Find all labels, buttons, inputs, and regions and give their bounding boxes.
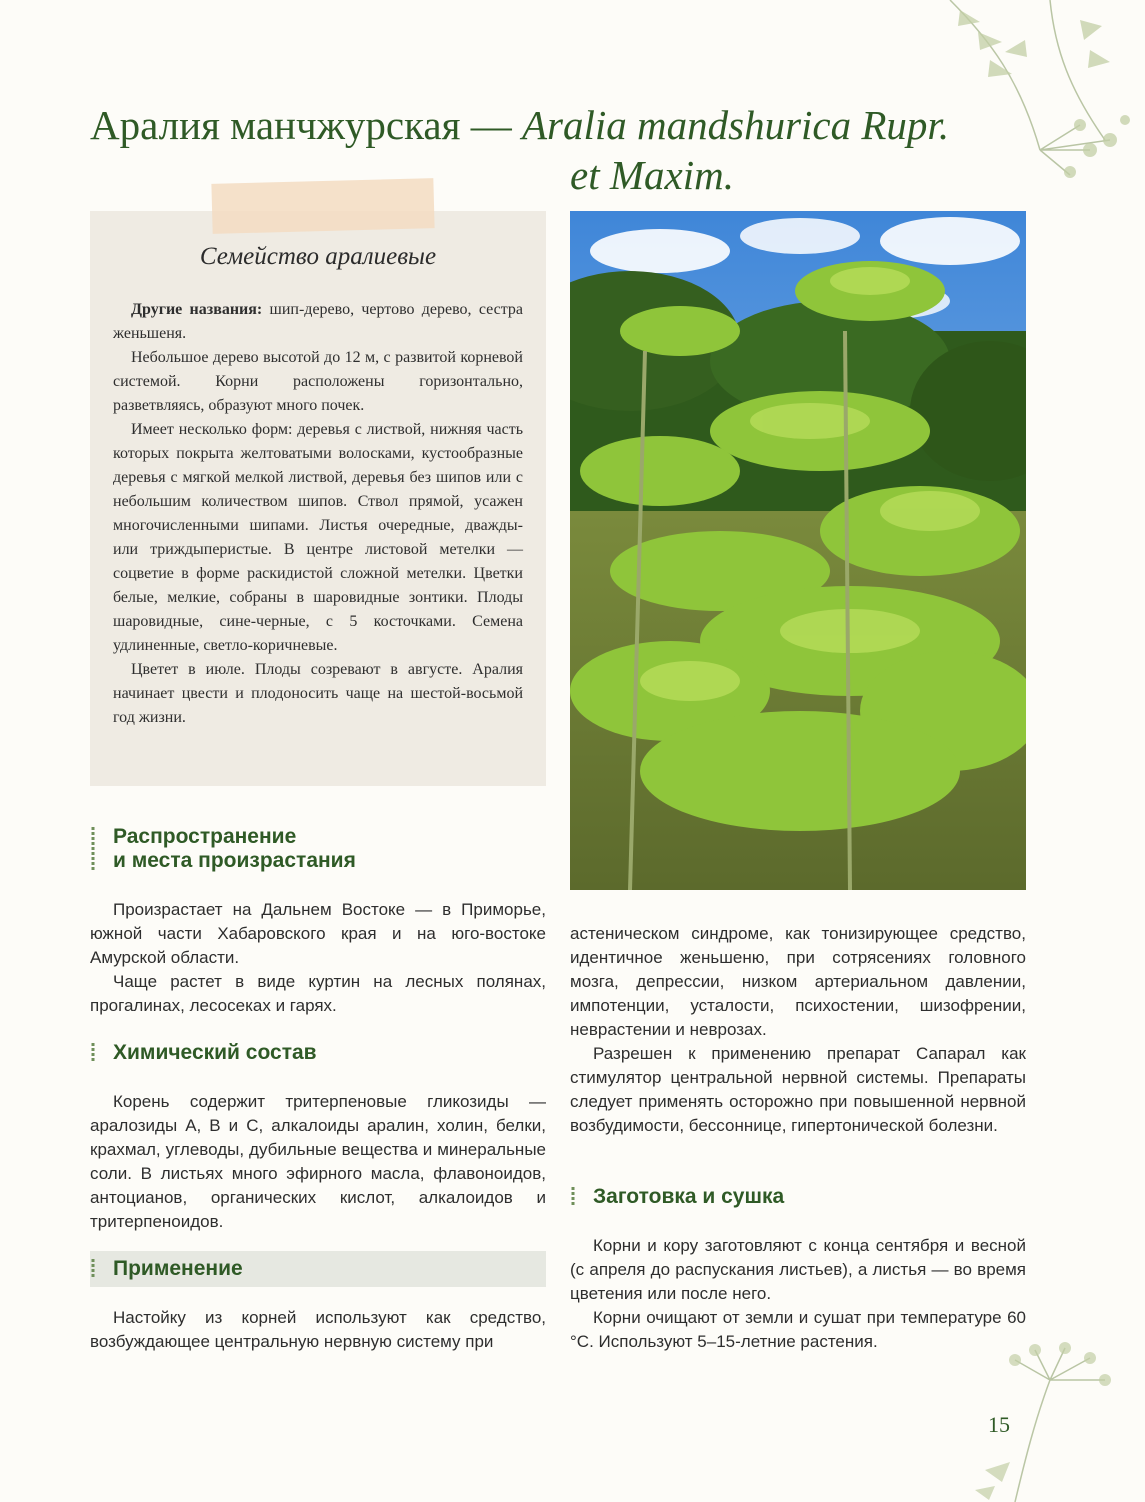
title-latin-line1: Aralia mandshurica Rupr. (521, 102, 950, 148)
info-box-text (113, 298, 523, 730)
forms-paragraph: Имеет несколько форм: деревья с листвой, нижняя часть которых покрыта желтоватыми волосками, кустообразные деревья с мягкой мелкой листвой, деревья без шипов или с небольшим количеством шипов. Ствол прямой, усажен многочисленными шипами. Листья очередные, дважды- или триждыперистые. В центре листовой метелки — соцветие в форме раскидистой сложной метелки. Цветки белые, мелкие, собраны в шаровидные зонтики. Плоды шаровидные, сине-черные, с 5 косточками. Семена удлиненные, светло-коричневые. (113, 421, 523, 654)
heading-marker-icon (89, 1043, 97, 1063)
other-names-value: шип-дерево, чертово дерево, сестра женьшеня. (113, 301, 524, 342)
chemistry-text (90, 1090, 546, 1234)
harvest-text (570, 1234, 1026, 1354)
heading-marker-icon (89, 827, 97, 871)
heading-chemistry-label: Химический состав (113, 1041, 317, 1064)
distribution-text (90, 898, 546, 1018)
heading-distribution-line2: и места произрастания (113, 849, 356, 872)
chemistry-paragraph-1: Корень содержит тритерпеновые гликозиды — аралозиды А, В и С, алкалоиды аралин, холин, белки, крахмал, углеводы, дубильные вещества и минеральные соли. В листьях много эфирного масла, флавоноидов, антоцианов, органических кислот, алкалоидов и тритерпеноидов. (90, 1092, 546, 1231)
usage-paragraph-1: Настойку из корней используют как средство, возбуждающее центральную нервную систему при (90, 1308, 546, 1351)
heading-distribution-line1: Распространение (113, 825, 297, 848)
usage-text-left (90, 1306, 546, 1354)
description-paragraph: Небольшое дерево высотой до 12 м, с развитой корневой системой. Корни расположены горизонтально, разветвляясь, образуют много почек. (113, 349, 523, 414)
heading-harvest-label: Заготовка и сушка (593, 1185, 785, 1208)
usage-paragraph-1-continued: астеническом синдроме, как тонизирующее средство, идентичное женьшеню, при сотрясениях головного мозга, депрессии, низком артериальном давлении, импотенции, усталости, психостении, шизофрении, неврастении и неврозах. (570, 924, 1026, 1039)
harvest-paragraph-2: Корни очищают от земли и сушат при температуре 60 °С. Используют 5–15-летние растения. (570, 1308, 1026, 1351)
heading-marker-icon (89, 1259, 97, 1279)
tape-decoration (211, 178, 434, 234)
title-latin-line2: et Maxim. (570, 152, 734, 198)
family-label: Семейство аралиевые (199, 243, 437, 270)
heading-usage-label: Применение (113, 1257, 243, 1280)
heading-usage (113, 1257, 243, 1281)
heading-distribution (113, 825, 356, 873)
heading-harvest (593, 1185, 784, 1209)
usage-paragraph-2: Разрешен к применению препарат Сапарал как стимулятор центральной нервной системы. Препараты следует применять осторожно при повышенной нервной возбудимости, бессоннице, гипертонической болезни. (570, 1044, 1026, 1135)
other-names-label: Другие названия: (131, 301, 263, 318)
other-names-paragraph (113, 298, 523, 346)
title-russian: Аралия манчжурская — (90, 102, 512, 148)
flowering-paragraph: Цветет в июле. Плоды созревают в августе. Аралия начинает цвести и плодоносить чаще на шестой-восьмой год жизни. (113, 661, 523, 726)
usage-text-right (570, 922, 1026, 1138)
page-number: 15 (988, 1412, 1010, 1437)
heading-chemistry (113, 1041, 317, 1065)
distribution-paragraph-2: Чаще растет в виде куртин на лесных полянах, прогалинах, лесосеках и гарях. (90, 972, 546, 1015)
heading-marker-icon (569, 1187, 577, 1207)
aralia-photo (570, 211, 1026, 890)
harvest-paragraph-1: Корни и кору заготовляют с конца сентября и весной (с апреля до распускания листьев), а листья — во время цветения или после него. (570, 1236, 1026, 1303)
distribution-paragraph-1: Произрастает на Дальнем Востоке — в Приморье, южной части Хабаровского края и на юго-востоке Амурской области. (90, 900, 546, 967)
botanical-sketch-bottom-right (955, 1340, 1145, 1502)
